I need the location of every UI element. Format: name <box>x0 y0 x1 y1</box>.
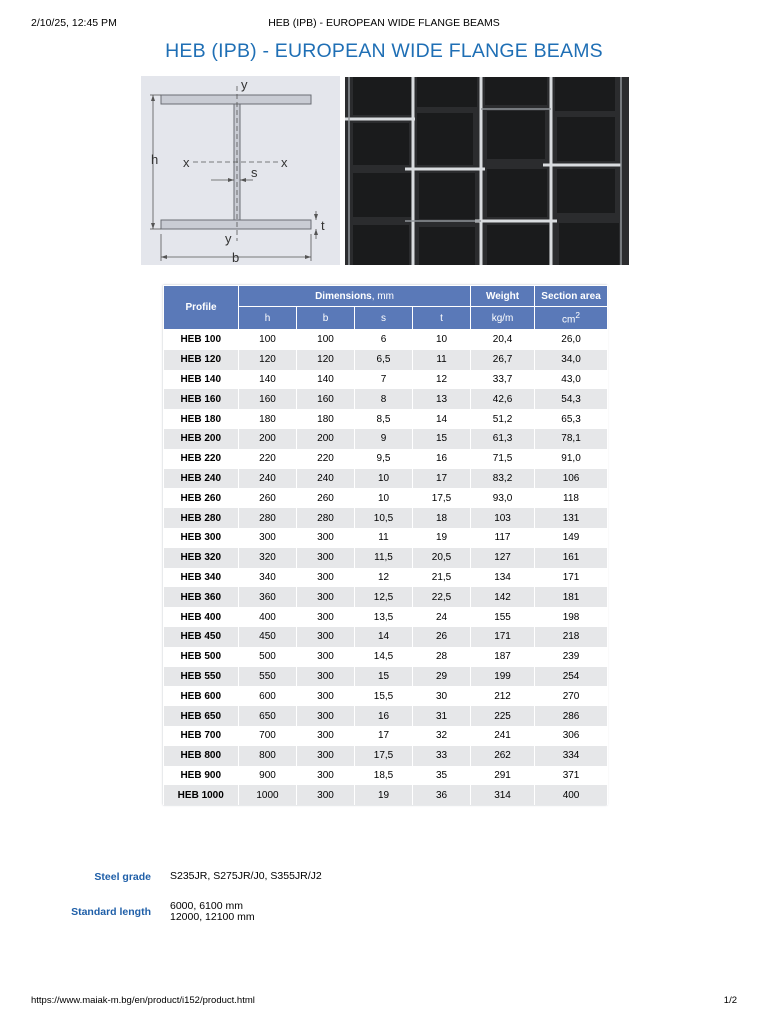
cell-h: 550 <box>239 667 297 687</box>
cell-s: 8,5 <box>355 409 413 429</box>
page-title: HEB (IPB) - EUROPEAN WIDE FLANGE BEAMS <box>165 40 603 62</box>
cell-area: 181 <box>535 587 608 607</box>
cell-t: 22,5 <box>413 587 471 607</box>
cell-weight: 142 <box>471 587 535 607</box>
label-t: t <box>321 218 325 233</box>
cell-weight: 103 <box>471 508 535 528</box>
cell-profile: HEB 220 <box>164 449 239 469</box>
cell-t: 18 <box>413 508 471 528</box>
cell-h: 160 <box>239 389 297 409</box>
standard-length-line: 12000, 12100 mm <box>170 911 255 923</box>
label-x-right: x <box>281 155 288 170</box>
cell-area: 149 <box>535 528 608 548</box>
cell-profile: HEB 140 <box>164 370 239 390</box>
cell-s: 13,5 <box>355 607 413 627</box>
cell-profile: HEB 550 <box>164 667 239 687</box>
table-row <box>164 370 608 390</box>
cell-profile: HEB 1000 <box>164 785 239 805</box>
cell-weight: 155 <box>471 607 535 627</box>
table-row <box>164 528 608 548</box>
cell-weight: 262 <box>471 746 535 766</box>
col-header-dimensions: Dimensions, mm <box>239 286 471 307</box>
cell-b: 160 <box>297 389 355 409</box>
col-header-t: t <box>413 307 471 330</box>
table-body <box>164 330 608 806</box>
cell-profile: HEB 280 <box>164 508 239 528</box>
cell-profile: HEB 900 <box>164 766 239 786</box>
print-datetime: 2/10/25, 12:45 PM <box>31 17 117 29</box>
table-row <box>164 449 608 469</box>
cell-profile: HEB 450 <box>164 627 239 647</box>
cell-h: 180 <box>239 409 297 429</box>
cell-area: 106 <box>535 469 608 489</box>
cell-profile: HEB 300 <box>164 528 239 548</box>
label-y-top: y <box>241 77 248 92</box>
cell-t: 20,5 <box>413 548 471 568</box>
table-row <box>164 429 608 449</box>
cell-b: 300 <box>297 647 355 667</box>
cell-area: 218 <box>535 627 608 647</box>
table-row <box>164 568 608 588</box>
cell-b: 300 <box>297 627 355 647</box>
cell-h: 340 <box>239 568 297 588</box>
table-row <box>164 667 608 687</box>
cell-profile: HEB 500 <box>164 647 239 667</box>
cell-h: 320 <box>239 548 297 568</box>
print-doc-title: HEB (IPB) - EUROPEAN WIDE FLANGE BEAMS <box>268 17 500 29</box>
cell-b: 300 <box>297 667 355 687</box>
cell-profile: HEB 120 <box>164 350 239 370</box>
cell-s: 11 <box>355 528 413 548</box>
cell-t: 17,5 <box>413 488 471 508</box>
cell-t: 26 <box>413 627 471 647</box>
cell-h: 1000 <box>239 785 297 805</box>
cell-h: 800 <box>239 746 297 766</box>
cell-weight: 225 <box>471 706 535 726</box>
cell-profile: HEB 180 <box>164 409 239 429</box>
cell-h: 240 <box>239 469 297 489</box>
beams-table <box>163 285 607 805</box>
cell-h: 200 <box>239 429 297 449</box>
cell-area: 78,1 <box>535 429 608 449</box>
cell-profile: HEB 100 <box>164 330 239 350</box>
cell-h: 300 <box>239 528 297 548</box>
cell-t: 35 <box>413 766 471 786</box>
cell-h: 450 <box>239 627 297 647</box>
cell-t: 11 <box>413 350 471 370</box>
cell-area: 371 <box>535 766 608 786</box>
cell-t: 10 <box>413 330 471 350</box>
cell-s: 19 <box>355 785 413 805</box>
table-row <box>164 488 608 508</box>
standard-length-value <box>170 901 255 923</box>
label-x-left: x <box>183 155 190 170</box>
cell-weight: 127 <box>471 548 535 568</box>
table-row <box>164 607 608 627</box>
cell-h: 100 <box>239 330 297 350</box>
cell-h: 500 <box>239 647 297 667</box>
cell-h: 600 <box>239 686 297 706</box>
standard-length-label: Standard length <box>71 906 151 918</box>
cell-s: 10,5 <box>355 508 413 528</box>
table-row <box>164 508 608 528</box>
cell-t: 12 <box>413 370 471 390</box>
label-s: s <box>251 165 258 180</box>
cell-s: 16 <box>355 706 413 726</box>
cell-weight: 171 <box>471 627 535 647</box>
cell-t: 17 <box>413 469 471 489</box>
table-row <box>164 350 608 370</box>
table-row <box>164 469 608 489</box>
cell-t: 28 <box>413 647 471 667</box>
cell-s: 12,5 <box>355 587 413 607</box>
cell-s: 15 <box>355 667 413 687</box>
col-header-area-unit: $cm^2$ <box>535 307 608 330</box>
cell-b: 300 <box>297 746 355 766</box>
cell-t: 19 <box>413 528 471 548</box>
cell-b: 140 <box>297 370 355 390</box>
table-row <box>164 746 608 766</box>
cell-b: 300 <box>297 548 355 568</box>
steel-grade-value: S235JR, S275JR/J0, S355JR/J2 <box>170 870 322 882</box>
cell-h: 700 <box>239 726 297 746</box>
cell-t: 14 <box>413 409 471 429</box>
label-b: b <box>232 250 240 265</box>
cell-h: 360 <box>239 587 297 607</box>
table-row <box>164 785 608 805</box>
cell-b: 300 <box>297 607 355 627</box>
cell-area: 91,0 <box>535 449 608 469</box>
cell-area: 26,0 <box>535 330 608 350</box>
steel-grade-label: Steel grade <box>94 871 151 883</box>
cell-area: 54,3 <box>535 389 608 409</box>
cell-h: 650 <box>239 706 297 726</box>
col-header-h: h <box>239 307 297 330</box>
table-row <box>164 647 608 667</box>
cell-profile: HEB 700 <box>164 726 239 746</box>
cell-b: 120 <box>297 350 355 370</box>
col-header-s: s <box>355 307 413 330</box>
cell-t: 13 <box>413 389 471 409</box>
cell-area: 118 <box>535 488 608 508</box>
cell-s: 9 <box>355 429 413 449</box>
cell-profile: HEB 340 <box>164 568 239 588</box>
table-row <box>164 766 608 786</box>
cell-t: 29 <box>413 667 471 687</box>
footer-page-number: 1/2 <box>723 995 737 1006</box>
cell-b: 260 <box>297 488 355 508</box>
cell-b: 300 <box>297 706 355 726</box>
cell-s: 6 <box>355 330 413 350</box>
cell-weight: 93,0 <box>471 488 535 508</box>
cell-profile: HEB 600 <box>164 686 239 706</box>
cell-s: 10 <box>355 488 413 508</box>
standard-length-line: 6000, 6100 mm <box>170 900 243 912</box>
cell-weight: 241 <box>471 726 535 746</box>
cell-s: 17,5 <box>355 746 413 766</box>
cell-weight: 71,5 <box>471 449 535 469</box>
cell-weight: 187 <box>471 647 535 667</box>
beams-stack-photo <box>345 77 629 265</box>
cell-weight: 291 <box>471 766 535 786</box>
cell-s: 17 <box>355 726 413 746</box>
cell-profile: HEB 260 <box>164 488 239 508</box>
cell-b: 240 <box>297 469 355 489</box>
cell-area: 334 <box>535 746 608 766</box>
cell-b: 300 <box>297 726 355 746</box>
cell-h: 400 <box>239 607 297 627</box>
cell-profile: HEB 800 <box>164 746 239 766</box>
beam-cross-section-diagram <box>141 76 340 265</box>
cell-weight: 51,2 <box>471 409 535 429</box>
cell-b: 300 <box>297 528 355 548</box>
table-row <box>164 587 608 607</box>
cell-h: 280 <box>239 508 297 528</box>
cell-h: 260 <box>239 488 297 508</box>
label-y-bottom: y <box>225 231 232 246</box>
cell-t: 21,5 <box>413 568 471 588</box>
label-h: h <box>151 152 159 167</box>
cell-t: 24 <box>413 607 471 627</box>
cell-h: 220 <box>239 449 297 469</box>
cell-profile: HEB 160 <box>164 389 239 409</box>
col-header-profile: Profile <box>164 286 239 330</box>
cell-area: 270 <box>535 686 608 706</box>
cell-weight: 83,2 <box>471 469 535 489</box>
cell-area: 306 <box>535 726 608 746</box>
cell-t: 16 <box>413 449 471 469</box>
cell-t: 36 <box>413 785 471 805</box>
footer-url: https://www.maiak-m.bg/en/product/i152/product.html <box>31 995 255 1006</box>
cell-b: 300 <box>297 785 355 805</box>
cell-weight: 20,4 <box>471 330 535 350</box>
cell-s: 6,5 <box>355 350 413 370</box>
cell-h: 900 <box>239 766 297 786</box>
cell-s: 9,5 <box>355 449 413 469</box>
cell-weight: 314 <box>471 785 535 805</box>
table-row <box>164 548 608 568</box>
col-header-b: b <box>297 307 355 330</box>
cell-profile: HEB 650 <box>164 706 239 726</box>
cell-weight: 134 <box>471 568 535 588</box>
cell-s: 18,5 <box>355 766 413 786</box>
cell-area: 198 <box>535 607 608 627</box>
cell-b: 280 <box>297 508 355 528</box>
cell-s: 14,5 <box>355 647 413 667</box>
table-row <box>164 409 608 429</box>
cell-t: 31 <box>413 706 471 726</box>
cell-t: 15 <box>413 429 471 449</box>
cell-weight: 61,3 <box>471 429 535 449</box>
cell-b: 100 <box>297 330 355 350</box>
cell-t: 32 <box>413 726 471 746</box>
cell-profile: HEB 400 <box>164 607 239 627</box>
col-header-weight: Weight <box>471 286 535 307</box>
table-row <box>164 706 608 726</box>
cell-b: 220 <box>297 449 355 469</box>
cell-b: 300 <box>297 766 355 786</box>
cell-t: 33 <box>413 746 471 766</box>
cell-b: 200 <box>297 429 355 449</box>
cell-area: 43,0 <box>535 370 608 390</box>
cell-h: 140 <box>239 370 297 390</box>
cell-s: 10 <box>355 469 413 489</box>
cell-profile: HEB 240 <box>164 469 239 489</box>
cell-weight: 117 <box>471 528 535 548</box>
cell-b: 180 <box>297 409 355 429</box>
table-row <box>164 389 608 409</box>
cell-profile: HEB 320 <box>164 548 239 568</box>
col-header-weight-unit: kg/m <box>471 307 535 330</box>
cell-profile: HEB 200 <box>164 429 239 449</box>
cell-area: 239 <box>535 647 608 667</box>
cell-s: 11,5 <box>355 548 413 568</box>
cell-weight: 199 <box>471 667 535 687</box>
table-row <box>164 627 608 647</box>
cell-s: 14 <box>355 627 413 647</box>
cell-weight: 42,6 <box>471 389 535 409</box>
cell-weight: 212 <box>471 686 535 706</box>
cell-b: 300 <box>297 568 355 588</box>
cell-s: 8 <box>355 389 413 409</box>
cell-h: 120 <box>239 350 297 370</box>
table-row <box>164 330 608 350</box>
cell-area: 34,0 <box>535 350 608 370</box>
table-row <box>164 726 608 746</box>
cell-area: 65,3 <box>535 409 608 429</box>
cell-t: 30 <box>413 686 471 706</box>
cell-area: 171 <box>535 568 608 588</box>
cell-area: 131 <box>535 508 608 528</box>
cell-weight: 33,7 <box>471 370 535 390</box>
cell-area: 254 <box>535 667 608 687</box>
cell-area: 286 <box>535 706 608 726</box>
cell-b: 300 <box>297 587 355 607</box>
cell-s: 15,5 <box>355 686 413 706</box>
cell-profile: HEB 360 <box>164 587 239 607</box>
cell-b: 300 <box>297 686 355 706</box>
cell-area: 400 <box>535 785 608 805</box>
cell-s: 7 <box>355 370 413 390</box>
cell-area: 161 <box>535 548 608 568</box>
col-header-section-area: Section area <box>535 286 608 307</box>
cell-s: 12 <box>355 568 413 588</box>
table-row <box>164 686 608 706</box>
cell-weight: 26,7 <box>471 350 535 370</box>
